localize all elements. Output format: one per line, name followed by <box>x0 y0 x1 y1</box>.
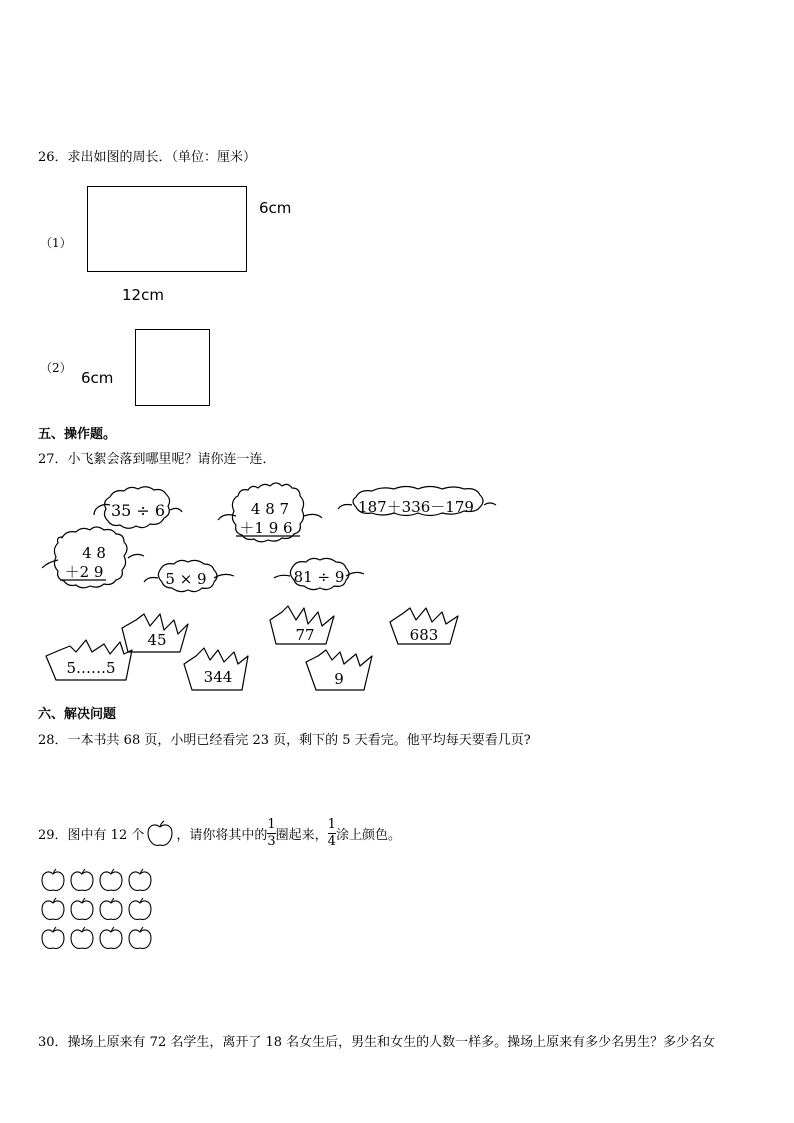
fly-text-35-div-6: 35 ÷ 6 <box>110 501 166 520</box>
fraction-one-quarter <box>328 818 336 849</box>
q29-text-part3: 圈起来， <box>275 828 328 843</box>
grass-text-77: 77 <box>295 626 315 644</box>
fraction-2-denominator: 4 <box>327 834 336 849</box>
question-27-title: 27．小飞絮会落到哪里呢？请你连一连． <box>38 452 276 467</box>
fly-text-81-div-9: 81 ÷ 9 <box>293 568 345 586</box>
question-26-title: 26．求出如图的周长．（单位：厘米） <box>38 150 257 165</box>
fly-text-5-times-9: 5 × 9 <box>165 570 207 588</box>
grass-text-344: 344 <box>203 668 233 686</box>
grass-text-9: 9 <box>334 670 344 688</box>
grass-text-5-dots-5: 5……5 <box>66 659 116 677</box>
rectangle-height-label: 6cm <box>259 199 292 217</box>
apple-icon <box>42 869 64 890</box>
q29-text-part1: 29．图中有 12 个 <box>38 828 145 843</box>
apple-icon <box>129 898 151 919</box>
apple-icon <box>42 898 64 919</box>
figure-2-label: （2） <box>40 361 72 375</box>
apple-icon <box>129 869 151 890</box>
fraction-1-denominator: 3 <box>267 834 276 849</box>
apple-icon <box>145 819 175 849</box>
grass-text-45: 45 <box>147 631 167 649</box>
square-figure <box>135 329 210 406</box>
rectangle-width-label: 12cm <box>122 286 164 304</box>
apple-icon <box>100 869 122 890</box>
square-side-label: 6cm <box>81 369 114 387</box>
apple-grid <box>40 868 158 954</box>
rectangle-figure <box>87 186 247 272</box>
question-30-title: 30．操场上原来有 72 名学生，离开了 18 名女生后，男生和女生的人数一样多。操场上原来有多少名男生？多少名女 <box>38 1035 716 1050</box>
section-5-title: 五、操作题。 <box>38 427 117 442</box>
dandelion-grass-matching-figure <box>0 470 794 700</box>
q29-text-part2: ，请你将其中的 <box>176 828 268 843</box>
fly-text-196: ＋1 9 6 <box>239 519 293 537</box>
apple-icon <box>42 927 64 948</box>
apple-icon <box>129 927 151 948</box>
section-6-title: 六、解决问题 <box>38 707 117 722</box>
question-29-title <box>38 818 401 849</box>
apple-icon <box>71 927 93 948</box>
fly-text-187-336-179: 187＋336－179 <box>358 498 474 516</box>
figure-1-label: （1） <box>40 236 72 250</box>
question-28-title: 28．一本书共 68 页，小明已经看完 23 页，剩下的 5 天看完。他平均每天要看几页? <box>38 733 531 748</box>
fraction-one-third <box>267 818 275 849</box>
fly-text-48: 4 8 <box>82 544 106 562</box>
apple-icon <box>100 927 122 948</box>
apple-icon <box>71 869 93 890</box>
fraction-1-numerator: 1 <box>267 817 276 832</box>
fraction-2-numerator: 1 <box>327 817 336 832</box>
fly-text-487: 4 8 7 <box>250 500 290 518</box>
grass-text-683: 683 <box>409 626 439 644</box>
apple-icon <box>100 898 122 919</box>
fly-text-29: ＋2 9 <box>64 563 104 581</box>
apple-icon <box>71 898 93 919</box>
q29-text-part4: 涂上颜色。 <box>335 828 401 843</box>
